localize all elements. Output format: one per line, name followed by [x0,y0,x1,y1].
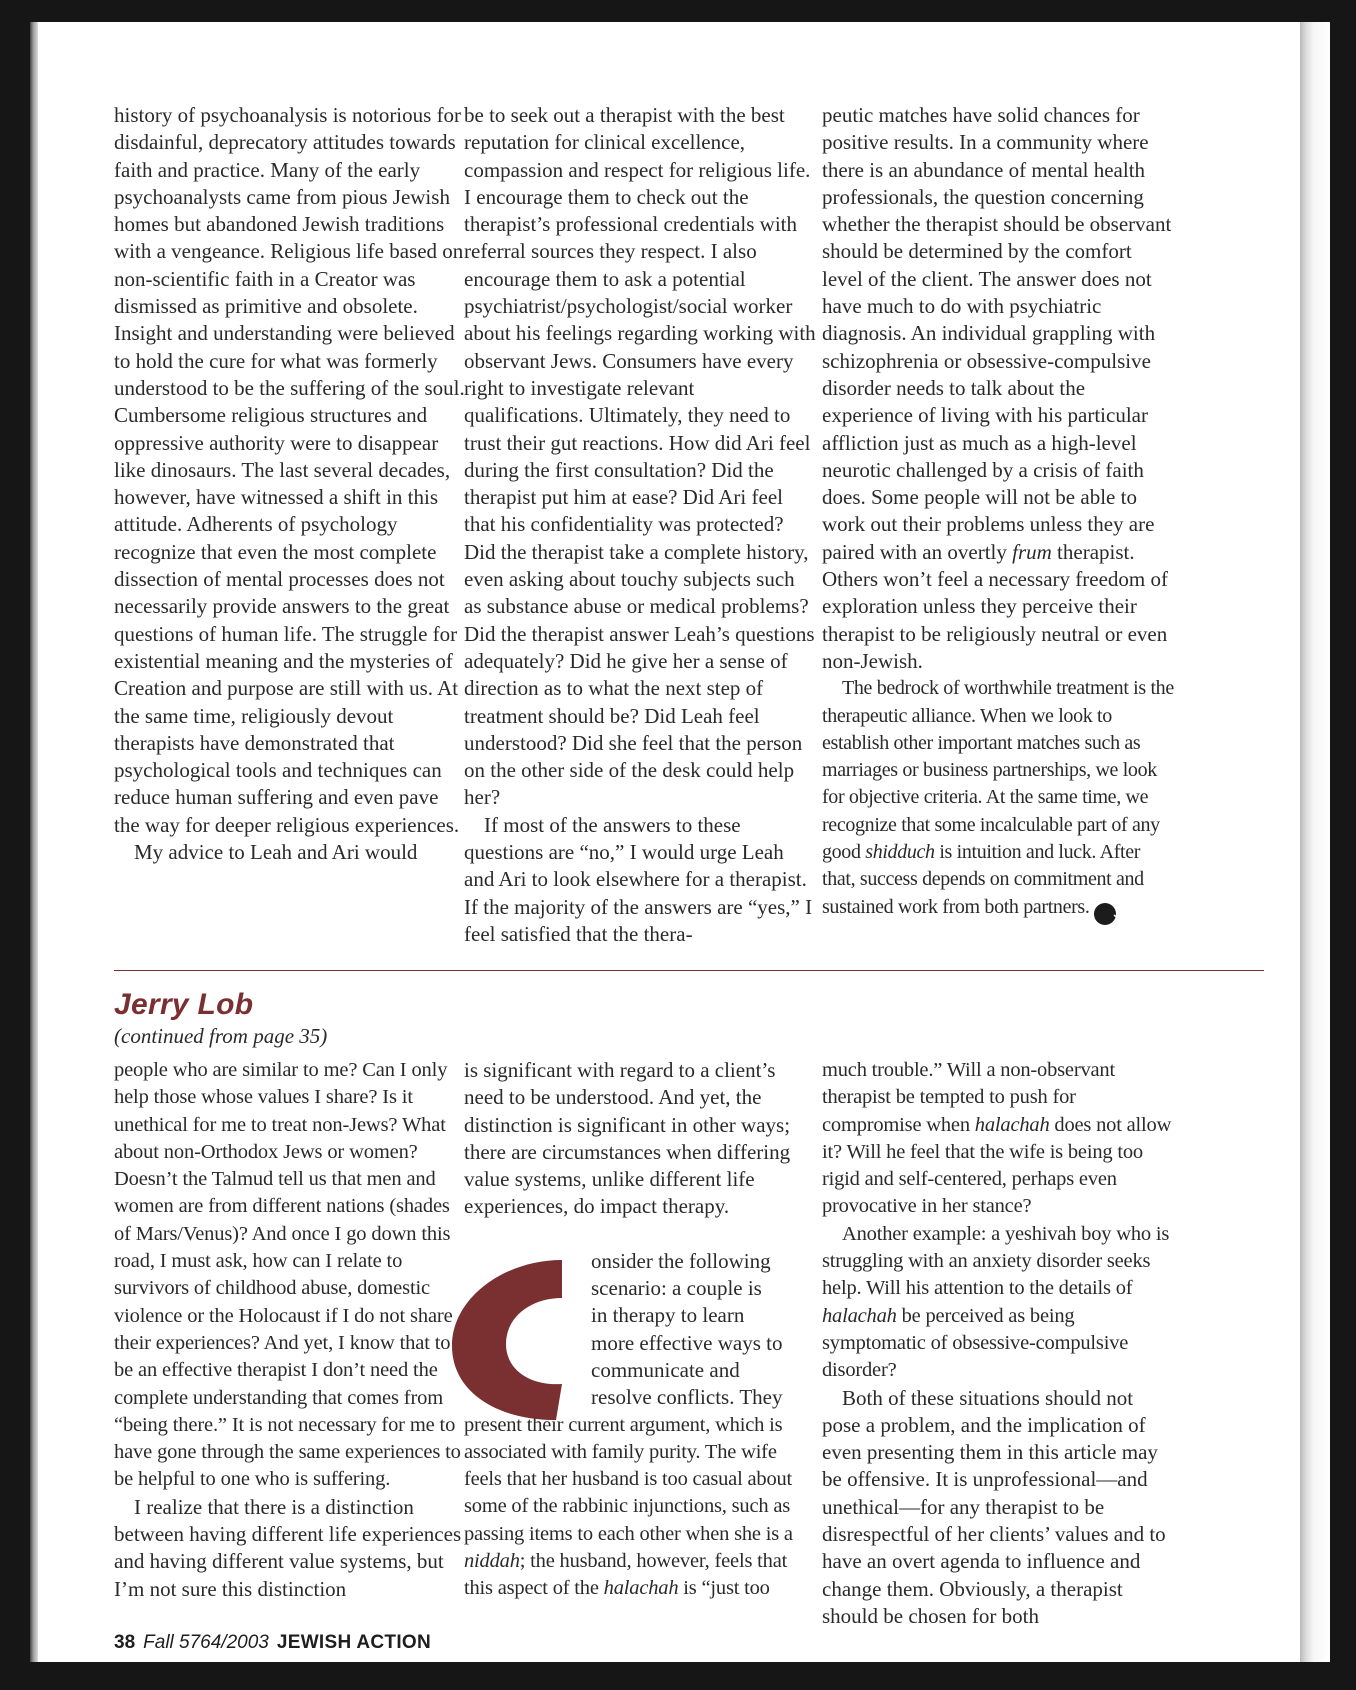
italic-term: halachah [974,1113,1050,1136]
issue-label: Fall 5764/2003 [143,1632,269,1653]
paragraph [822,1221,1175,1385]
paragraph: Both of these situations should not pose a problem, and the implication of even presenting them in this article may be offensive. It is unprofessional—and unethical—for any therapist to be disrespectful of her clients’ values and to have an overt agenda to influence and change them. Obviously, a therapist should be chosen for both [822,1385,1166,1628]
bottom-column-1 [114,1057,467,1603]
drop-cap-line: onsider the following [591,1248,771,1273]
drop-cap-block [464,1248,817,1412]
drop-cap-letter [434,1254,554,1414]
drop-cap-line: communicate and [591,1357,740,1382]
drop-cap-line: more effective ways to [591,1330,783,1355]
italic-term: shidduch [865,841,935,864]
top-column-1 [114,102,467,866]
italic-term: halachah [822,1304,897,1327]
text-run: much trouble.” Will a non-observant therapist be tempted to push for compromise when [822,1059,1115,1136]
text-run: is “just too [678,1577,770,1600]
text-run: ; the husband, however, feels that this aspect of the [464,1550,788,1600]
end-of-article-mark-icon: JA [1094,903,1116,925]
next-page-edge [1300,22,1330,1662]
page-footer [114,1632,431,1654]
top-column-3 [822,102,1175,925]
bottom-column-2 [464,1057,817,1603]
paragraph: If most of the answers to these questions are “no,” I would urge Leah and Ari to look elsewhere for a therapist. If the majority of the answers are “yes,” I feel satisfied that the thera- [464,812,813,946]
paragraph: be to seek out a therapist with the best reputation for clinical excellence, compassion and respect for religious life. I encourage them to check out the therapist’s professional credentials with referral sources they respect. I also encourage them to ask a potential psychiatrist/psychologist/social worker about his feelings regarding working with observant Jews. Consumers have every right to investigate relevant qualifications. Ultimately, they need to trust their gut reactions. How did Ari feel during the first consultation? Did the therapist put him at ease? Did Ari feel that his confidentiality was protected? Did the therapist take a complete history, even asking about touchy subjects such as substance abuse or medical problems? Did the therapist answer Leah’s questions adequately? Did he give her a sense of direction as to what the next step of treatment should be? Did Leah feel understood? Did she feel that the person on the other side of the desk could help her? [464,103,816,810]
paragraph: I realize that there is a distinction between having different life experiences and having different value systems, but I’m not sure this distinction [114,1494,462,1601]
text-run: is intuition and luck. After that, success depends on commitment and sustained work from both partners. [822,841,1144,918]
paragraph [822,675,1175,924]
top-column-2 [464,102,817,948]
drop-cap-line: scenario: a couple is [591,1276,762,1301]
page-spine-shadow [30,22,38,1662]
text-run: present their current argument, which is associated with family purity. The wife feels that her husband is too casual about some of the rabbinic injunctions, such as passing items to each other when she is a [464,1413,793,1545]
text-run: peutic matches have solid chances for positive results. In a community where there is an abundance of mental health professionals, the question concerning whether the therapist should be observant should be determined by the comfort level of the client. The answer does not have much to do with psychiatric diagnosis. An individual grappling with schizophrenia or obsessive-compulsive disorder needs to talk about the experience of living with his particular affliction just as much as a high-level neurotic challenged by a crisis of faith does. Some people will not be able to work out their problems unless they are paired with an overtly [822,103,1172,564]
drop-cap-line: resolve conflicts. They [591,1385,783,1410]
magazine-page [30,22,1330,1662]
text-run: Another example: a yeshivah boy who is struggling with an anxiety disorder seeks help. Will his attention to the details of [822,1222,1170,1300]
text-run: The bedrock of worthwhile treatment is the therapeutic alliance. When we look to establish other important matches such as marriages or business partnerships, we look for objective criteria. At the same time, we recognize that some incalculable part of any good [822,677,1174,864]
paragraph: is significant with regard to a client’s need to be understood. And yet, the distinction is significant in other ways; there are circumstances when differing value systems, unlike different life experiences, do impact therapy. [464,1058,791,1219]
paragraph [464,1412,817,1603]
italic-term: niddah [464,1550,520,1573]
paragraph: history of psychoanalysis is notorious for disdainful, deprecatory attitudes towards faith and practice. Many of the early psychoanalysts came from pious Jewish homes but abandoned Jewish traditions with a vengeance. Religious life based on non-scientific faith in a Creator was dismissed as primitive and obsolete. Insight and understanding were believed to hold the cure for what was formerly understood to be the suffering of the soul. Cumbersome religious structures and oppressive authority were to disappear like dinosaurs. The last several decades, however, have witnessed a shift in this attitude. Adherents of psychology recognize that even the most complete dissection of mental processes does not necessarily provide answers to the great questions of human life. The struggle for existential meaning and the mysteries of Creation and purpose are still with us. At the same time, religiously devout therapists have demonstrated that psychological tools and techniques can reduce human suffering and even pave the way for deeper religious experiences. [114,103,465,837]
magazine-name: JEWISH ACTION [276,1632,432,1653]
paragraph: My advice to Leah and Ari would [134,840,418,865]
text-run: therapist. Others won’t feel a necessary freedom of exploration unless they perceive their therapist to be religiously neutral or even non-Jewish. [822,539,1168,673]
author-heading: Jerry Lob [114,988,254,1021]
paragraph [822,1057,1175,1221]
paragraph: people who are similar to me? Can I only help those whose values I share? Is it unethical for me to treat non-Jews? What about non-Orthodox Jews or women? Doesn’t the Talmud tell us that men and women are from different nations (shades of Mars/Venus)? And once I go down this road, I must ask, how can I relate to survivors of childhood abuse, domestic violence or the Holocaust if I do not share their experiences? And yet, I know that to be an effective therapist I don’t need the complete understanding that comes from “being there.” It is not necessary for me to have gone through the same experiences to be helpful to one who is suffering. [114,1059,461,1491]
page-number: 38 [114,1632,136,1653]
drop-cap-c-icon [434,1254,574,1424]
continued-note: (continued from page 35) [114,1024,328,1048]
italic-term: halachah [603,1577,679,1600]
drop-cap-line: in therapy to learn [591,1303,745,1328]
italic-term: frum [1012,539,1052,564]
text-run: does not allow it? Will he feel that the wife is being too rigid and self-centered, perhaps even provocative in her stance? [822,1113,1172,1218]
section-divider [114,970,1264,971]
text-run: be perceived as being symptomatic of obsessive-compulsive disorder? [822,1304,1129,1382]
bottom-column-3 [822,1057,1175,1630]
paragraph [822,102,1175,675]
